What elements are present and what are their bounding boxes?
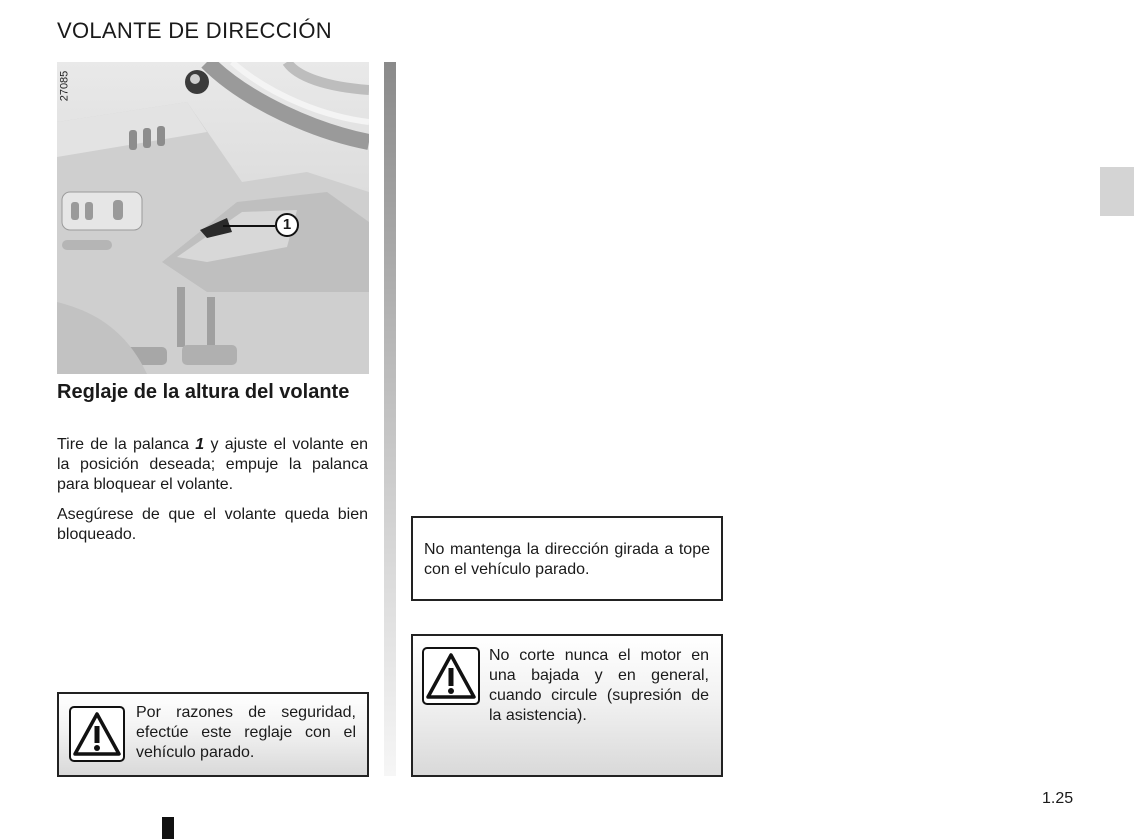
page-title: VOLANTE DE DIRECCIÓN (57, 18, 332, 43)
safety-warning-text: Por razones de seguridad, efectúe este reglaje con el vehículo parado. (136, 704, 356, 761)
safety-warning-box (57, 692, 369, 777)
page-number: 1.25 (1042, 790, 1074, 807)
callout-marker: 1 (275, 213, 299, 237)
callout-leader-line (223, 225, 275, 227)
note-box (411, 516, 723, 601)
figure-code: 27085 (58, 70, 71, 102)
warning-triangle-icon (69, 706, 125, 762)
engine-warning-text: No corte nunca el motor en una bajada y en general, cuando circule (supresión de la asistencia). (489, 647, 709, 724)
lever-reference: 1 (195, 436, 205, 453)
column-divider (384, 62, 396, 776)
section-heading: Reglaje de la altura del volante (57, 381, 350, 403)
chapter-tab (1100, 167, 1134, 216)
engine-warning-box (411, 634, 723, 777)
note-text: No mantenga la dirección girada a tope con el vehículo parado. (424, 541, 710, 578)
instruction-paragraph: Tire de la palanca 1 y ajuste el volante en la posición deseada; empuje la palanca para bloquear el volante. (57, 436, 368, 493)
warning-triangle-icon (422, 647, 480, 705)
check-paragraph: Asegúrese de que el volante queda bien bloqueado. (57, 506, 368, 543)
footer-mark (162, 817, 174, 839)
steering-lever-illustration (57, 62, 369, 374)
